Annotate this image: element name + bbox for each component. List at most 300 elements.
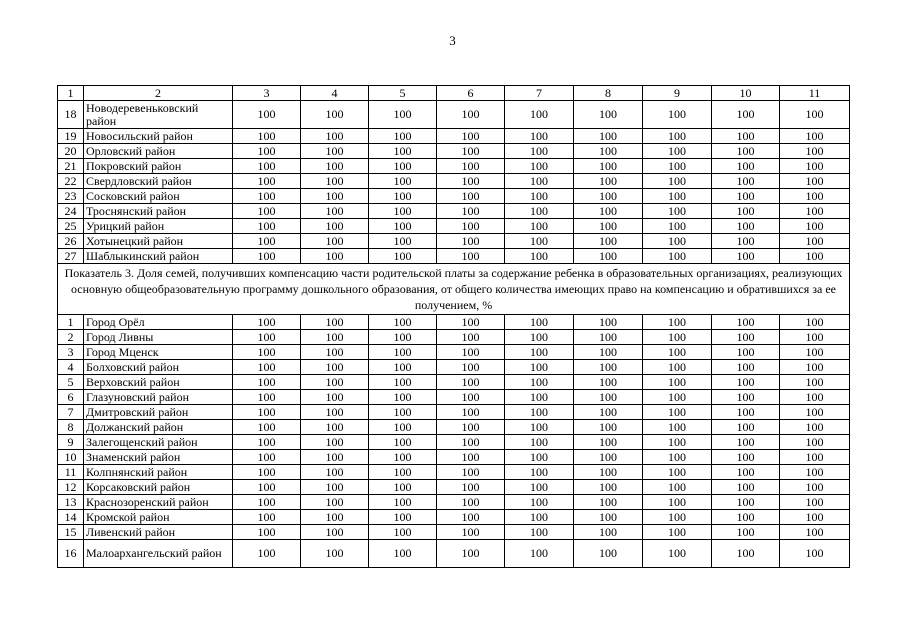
value-cell: 100	[505, 360, 574, 375]
value-cell: 100	[780, 174, 850, 189]
value-cell: 100	[574, 465, 643, 480]
value-cell: 100	[505, 435, 574, 450]
value-cell: 100	[437, 219, 505, 234]
table-row	[58, 435, 850, 450]
value-cell: 100	[437, 465, 505, 480]
value-cell: 100	[369, 345, 437, 360]
value-cell: 100	[301, 159, 369, 174]
value-cell: 100	[233, 450, 301, 465]
row-number: 8	[58, 420, 84, 435]
value-cell: 100	[233, 234, 301, 249]
value-cell: 100	[712, 525, 780, 540]
value-cell: 100	[643, 450, 712, 465]
value-cell: 100	[301, 480, 369, 495]
column-number-cell: 1	[58, 86, 84, 101]
value-cell: 100	[437, 204, 505, 219]
value-cell: 100	[643, 189, 712, 204]
table-row	[58, 540, 850, 568]
value-cell: 100	[780, 510, 850, 525]
value-cell: 100	[712, 495, 780, 510]
section-title: Показатель 3. Доля семей, получивших компенсацию части родительской платы за содержание ребенка в образовательных организациях, реализующих основную общеобразовательную программу дошкольного образования, от общего количества имеющих право на компенсацию и обратившихся за ее получением, %	[58, 264, 850, 315]
value-cell: 100	[712, 405, 780, 420]
value-cell: 100	[369, 480, 437, 495]
value-cell: 100	[437, 510, 505, 525]
district-name: Залегощенский район	[84, 435, 233, 450]
value-cell: 100	[574, 510, 643, 525]
value-cell: 100	[301, 174, 369, 189]
value-cell: 100	[437, 390, 505, 405]
value-cell: 100	[369, 435, 437, 450]
value-cell: 100	[505, 345, 574, 360]
value-cell: 100	[712, 174, 780, 189]
value-cell: 100	[712, 450, 780, 465]
value-cell: 100	[712, 219, 780, 234]
value-cell: 100	[505, 249, 574, 264]
value-cell: 100	[233, 495, 301, 510]
value-cell: 100	[780, 525, 850, 540]
value-cell: 100	[233, 360, 301, 375]
table-row	[58, 174, 850, 189]
district-name: Дмитровский район	[84, 405, 233, 420]
table-row	[58, 405, 850, 420]
value-cell: 100	[780, 540, 850, 568]
row-number: 20	[58, 144, 84, 159]
value-cell: 100	[369, 540, 437, 568]
value-cell: 100	[301, 525, 369, 540]
district-name: Город Ливны	[84, 330, 233, 345]
value-cell: 100	[437, 234, 505, 249]
value-cell: 100	[643, 159, 712, 174]
value-cell: 100	[369, 129, 437, 144]
value-cell: 100	[574, 204, 643, 219]
value-cell: 100	[643, 249, 712, 264]
value-cell: 100	[437, 129, 505, 144]
value-cell: 100	[712, 249, 780, 264]
value-cell: 100	[301, 204, 369, 219]
value-cell: 100	[369, 315, 437, 330]
value-cell: 100	[780, 405, 850, 420]
value-cell: 100	[505, 525, 574, 540]
value-cell: 100	[437, 101, 505, 129]
district-name: Свердловский район	[84, 174, 233, 189]
value-cell: 100	[505, 129, 574, 144]
data-table	[57, 85, 850, 568]
value-cell: 100	[712, 315, 780, 330]
value-cell: 100	[301, 129, 369, 144]
value-cell: 100	[233, 204, 301, 219]
value-cell: 100	[574, 450, 643, 465]
value-cell: 100	[233, 129, 301, 144]
district-name: Троснянский район	[84, 204, 233, 219]
value-cell: 100	[505, 465, 574, 480]
value-cell: 100	[574, 540, 643, 568]
value-cell: 100	[301, 420, 369, 435]
value-cell: 100	[233, 144, 301, 159]
value-cell: 100	[233, 345, 301, 360]
table-row	[58, 465, 850, 480]
value-cell: 100	[301, 510, 369, 525]
value-cell: 100	[437, 189, 505, 204]
district-name: Город Орёл	[84, 315, 233, 330]
value-cell: 100	[505, 101, 574, 129]
value-cell: 100	[369, 405, 437, 420]
value-cell: 100	[643, 510, 712, 525]
district-name: Ливенский район	[84, 525, 233, 540]
value-cell: 100	[780, 390, 850, 405]
column-number-cell: 9	[643, 86, 712, 101]
district-name: Орловский район	[84, 144, 233, 159]
value-cell: 100	[574, 495, 643, 510]
value-cell: 100	[369, 101, 437, 129]
value-cell: 100	[712, 360, 780, 375]
column-number-cell: 6	[437, 86, 505, 101]
value-cell: 100	[643, 101, 712, 129]
value-cell: 100	[301, 315, 369, 330]
district-name: Новосильский район	[84, 129, 233, 144]
column-number-cell: 2	[84, 86, 233, 101]
table-row	[58, 219, 850, 234]
page-number: 3	[449, 33, 456, 48]
value-cell: 100	[505, 330, 574, 345]
value-cell: 100	[369, 525, 437, 540]
value-cell: 100	[437, 174, 505, 189]
district-name: Болховский район	[84, 360, 233, 375]
value-cell: 100	[780, 450, 850, 465]
value-cell: 100	[643, 540, 712, 568]
table-row	[58, 159, 850, 174]
value-cell: 100	[712, 204, 780, 219]
row-number: 12	[58, 480, 84, 495]
value-cell: 100	[301, 330, 369, 345]
row-number: 24	[58, 204, 84, 219]
table-row	[58, 525, 850, 540]
value-cell: 100	[369, 204, 437, 219]
table-row	[58, 345, 850, 360]
value-cell: 100	[643, 480, 712, 495]
value-cell: 100	[574, 315, 643, 330]
value-cell: 100	[369, 219, 437, 234]
table-row	[58, 249, 850, 264]
table-row	[58, 144, 850, 159]
value-cell: 100	[643, 330, 712, 345]
value-cell: 100	[574, 144, 643, 159]
section-row	[58, 264, 850, 315]
district-name: Малоархангельский район	[84, 540, 233, 568]
value-cell: 100	[643, 345, 712, 360]
value-cell: 100	[780, 495, 850, 510]
value-cell: 100	[712, 101, 780, 129]
value-cell: 100	[369, 360, 437, 375]
table-row	[58, 375, 850, 390]
value-cell: 100	[301, 219, 369, 234]
district-name: Урицкий район	[84, 219, 233, 234]
value-cell: 100	[505, 219, 574, 234]
value-cell: 100	[437, 375, 505, 390]
value-cell: 100	[780, 315, 850, 330]
value-cell: 100	[712, 480, 780, 495]
value-cell: 100	[505, 375, 574, 390]
value-cell: 100	[780, 189, 850, 204]
value-cell: 100	[301, 101, 369, 129]
value-cell: 100	[712, 540, 780, 568]
value-cell: 100	[780, 375, 850, 390]
row-number: 3	[58, 345, 84, 360]
value-cell: 100	[301, 189, 369, 204]
table-row	[58, 129, 850, 144]
value-cell: 100	[712, 234, 780, 249]
value-cell: 100	[643, 144, 712, 159]
value-cell: 100	[233, 420, 301, 435]
district-name: Знаменский район	[84, 450, 233, 465]
value-cell: 100	[643, 405, 712, 420]
value-cell: 100	[712, 375, 780, 390]
value-cell: 100	[233, 375, 301, 390]
value-cell: 100	[712, 510, 780, 525]
value-cell: 100	[437, 420, 505, 435]
value-cell: 100	[505, 144, 574, 159]
table-row	[58, 330, 850, 345]
value-cell: 100	[505, 480, 574, 495]
value-cell: 100	[780, 480, 850, 495]
row-number: 27	[58, 249, 84, 264]
row-number: 4	[58, 360, 84, 375]
value-cell: 100	[574, 480, 643, 495]
value-cell: 100	[233, 330, 301, 345]
table-body	[58, 86, 850, 568]
row-number: 16	[58, 540, 84, 568]
column-number-cell: 7	[505, 86, 574, 101]
district-name: Краснозоренский район	[84, 495, 233, 510]
value-cell: 100	[643, 204, 712, 219]
value-cell: 100	[301, 375, 369, 390]
row-number: 1	[58, 315, 84, 330]
value-cell: 100	[301, 405, 369, 420]
value-cell: 100	[574, 405, 643, 420]
value-cell: 100	[437, 249, 505, 264]
value-cell: 100	[369, 465, 437, 480]
value-cell: 100	[643, 390, 712, 405]
value-cell: 100	[505, 420, 574, 435]
value-cell: 100	[301, 540, 369, 568]
value-cell: 100	[780, 204, 850, 219]
value-cell: 100	[233, 465, 301, 480]
row-number: 9	[58, 435, 84, 450]
value-cell: 100	[437, 360, 505, 375]
table-row	[58, 450, 850, 465]
value-cell: 100	[233, 101, 301, 129]
value-cell: 100	[643, 375, 712, 390]
value-cell: 100	[437, 450, 505, 465]
value-cell: 100	[574, 219, 643, 234]
row-number: 18	[58, 101, 84, 129]
value-cell: 100	[437, 435, 505, 450]
value-cell: 100	[712, 465, 780, 480]
value-cell: 100	[505, 204, 574, 219]
value-cell: 100	[712, 129, 780, 144]
value-cell: 100	[233, 189, 301, 204]
district-name: Новодеревеньковский район	[84, 101, 233, 129]
value-cell: 100	[505, 405, 574, 420]
value-cell: 100	[233, 510, 301, 525]
row-number: 13	[58, 495, 84, 510]
value-cell: 100	[233, 405, 301, 420]
row-number: 6	[58, 390, 84, 405]
value-cell: 100	[369, 189, 437, 204]
value-cell: 100	[233, 435, 301, 450]
value-cell: 100	[780, 465, 850, 480]
row-number: 19	[58, 129, 84, 144]
value-cell: 100	[643, 219, 712, 234]
table-row	[58, 495, 850, 510]
row-number: 7	[58, 405, 84, 420]
column-number-cell: 5	[369, 86, 437, 101]
value-cell: 100	[643, 360, 712, 375]
district-name: Колпнянский район	[84, 465, 233, 480]
value-cell: 100	[369, 249, 437, 264]
value-cell: 100	[505, 234, 574, 249]
table-row	[58, 510, 850, 525]
district-name: Сосковский район	[84, 189, 233, 204]
value-cell: 100	[233, 525, 301, 540]
value-cell: 100	[437, 330, 505, 345]
value-cell: 100	[574, 525, 643, 540]
value-cell: 100	[301, 249, 369, 264]
value-cell: 100	[505, 390, 574, 405]
value-cell: 100	[574, 159, 643, 174]
value-cell: 100	[369, 420, 437, 435]
value-cell: 100	[574, 360, 643, 375]
value-cell: 100	[643, 525, 712, 540]
value-cell: 100	[574, 375, 643, 390]
value-cell: 100	[301, 390, 369, 405]
value-cell: 100	[712, 330, 780, 345]
value-cell: 100	[780, 129, 850, 144]
value-cell: 100	[712, 345, 780, 360]
value-cell: 100	[574, 420, 643, 435]
value-cell: 100	[437, 540, 505, 568]
value-cell: 100	[369, 234, 437, 249]
value-cell: 100	[780, 159, 850, 174]
district-name: Корсаковский район	[84, 480, 233, 495]
district-name: Кромской район	[84, 510, 233, 525]
table-row	[58, 204, 850, 219]
value-cell: 100	[780, 435, 850, 450]
value-cell: 100	[780, 330, 850, 345]
row-number: 2	[58, 330, 84, 345]
value-cell: 100	[780, 234, 850, 249]
value-cell: 100	[505, 315, 574, 330]
table-row	[58, 315, 850, 330]
value-cell: 100	[301, 345, 369, 360]
value-cell: 100	[643, 435, 712, 450]
row-number: 21	[58, 159, 84, 174]
value-cell: 100	[643, 234, 712, 249]
column-number-row	[58, 86, 850, 101]
table-row	[58, 420, 850, 435]
column-number-cell: 3	[233, 86, 301, 101]
value-cell: 100	[369, 495, 437, 510]
value-cell: 100	[369, 375, 437, 390]
row-number: 10	[58, 450, 84, 465]
value-cell: 100	[574, 345, 643, 360]
value-cell: 100	[437, 405, 505, 420]
value-cell: 100	[505, 174, 574, 189]
column-number-cell: 10	[712, 86, 780, 101]
value-cell: 100	[437, 480, 505, 495]
value-cell: 100	[574, 129, 643, 144]
value-cell: 100	[780, 249, 850, 264]
district-name: Верховский район	[84, 375, 233, 390]
value-cell: 100	[574, 189, 643, 204]
value-cell: 100	[233, 315, 301, 330]
value-cell: 100	[437, 495, 505, 510]
value-cell: 100	[301, 495, 369, 510]
district-name: Город Мценск	[84, 345, 233, 360]
value-cell: 100	[369, 390, 437, 405]
table-row	[58, 390, 850, 405]
value-cell: 100	[780, 101, 850, 129]
row-number: 23	[58, 189, 84, 204]
value-cell: 100	[301, 450, 369, 465]
value-cell: 100	[574, 435, 643, 450]
value-cell: 100	[437, 144, 505, 159]
value-cell: 100	[437, 315, 505, 330]
column-number-cell: 4	[301, 86, 369, 101]
row-number: 14	[58, 510, 84, 525]
district-name: Глазуновский район	[84, 390, 233, 405]
district-name: Покровский район	[84, 159, 233, 174]
value-cell: 100	[574, 330, 643, 345]
value-cell: 100	[301, 465, 369, 480]
value-cell: 100	[574, 390, 643, 405]
value-cell: 100	[233, 159, 301, 174]
value-cell: 100	[643, 495, 712, 510]
value-cell: 100	[437, 525, 505, 540]
column-number-cell: 8	[574, 86, 643, 101]
row-number: 11	[58, 465, 84, 480]
value-cell: 100	[369, 450, 437, 465]
value-cell: 100	[369, 144, 437, 159]
value-cell: 100	[437, 159, 505, 174]
value-cell: 100	[643, 315, 712, 330]
value-cell: 100	[780, 345, 850, 360]
value-cell: 100	[369, 159, 437, 174]
value-cell: 100	[505, 450, 574, 465]
value-cell: 100	[643, 129, 712, 144]
value-cell: 100	[505, 159, 574, 174]
value-cell: 100	[712, 189, 780, 204]
row-number: 26	[58, 234, 84, 249]
value-cell: 100	[505, 189, 574, 204]
table-row	[58, 480, 850, 495]
row-number: 25	[58, 219, 84, 234]
value-cell: 100	[712, 159, 780, 174]
value-cell: 100	[233, 219, 301, 234]
value-cell: 100	[301, 435, 369, 450]
value-cell: 100	[233, 540, 301, 568]
table-row	[58, 234, 850, 249]
value-cell: 100	[301, 360, 369, 375]
value-cell: 100	[712, 144, 780, 159]
row-number: 22	[58, 174, 84, 189]
district-name: Хотынецкий район	[84, 234, 233, 249]
value-cell: 100	[574, 249, 643, 264]
value-cell: 100	[643, 465, 712, 480]
value-cell: 100	[301, 144, 369, 159]
value-cell: 100	[780, 219, 850, 234]
value-cell: 100	[574, 174, 643, 189]
value-cell: 100	[780, 144, 850, 159]
